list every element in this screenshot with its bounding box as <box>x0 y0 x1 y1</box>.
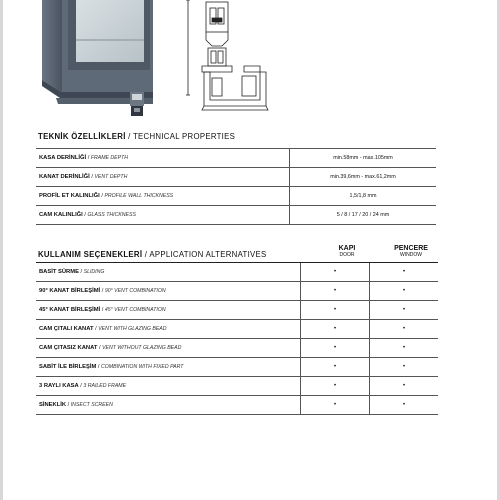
window-mark: • <box>370 282 439 301</box>
technical-title-tr: TEKNİK ÖZELLİKLERİ <box>38 132 126 141</box>
application-row <box>36 320 438 339</box>
application-label-en: 45° VENT COMBINATION <box>104 307 166 313</box>
window-render-image <box>38 0 158 118</box>
application-label-en: INSECT SCREEN <box>70 402 113 408</box>
technical-properties-title: TEKNİK ÖZELLİKLERİ / TECHNICAL PROPERTIES <box>38 132 236 141</box>
technical-title-en: TECHNICAL PROPERTIES <box>132 132 236 141</box>
technical-label-en: VENT DEPTH <box>94 174 128 180</box>
technical-properties-table <box>36 148 436 225</box>
technical-label-en: PROFILE WALL THICKNESS <box>104 193 174 199</box>
column-head-window <box>380 245 442 259</box>
technical-label-tr: KANAT DERİNLİĞİ <box>39 174 90 180</box>
door-mark: • <box>301 377 370 396</box>
application-title-tr: KULLANIM SEÇENEKLERİ <box>38 250 143 259</box>
application-label-en: 90° VENT COMBINATION <box>104 288 166 294</box>
door-mark: • <box>301 358 370 377</box>
technical-label-tr: PROFİL ET KALINLIĞI <box>39 193 100 199</box>
technical-row-label: CAM KALINLIĞI / GLASS THICKNESS <box>36 206 290 225</box>
application-row-label: 45° KANAT BİRLEŞİMİ / 45° VENT COMBINATION <box>36 301 301 320</box>
application-row <box>36 358 438 377</box>
application-label-tr: 3 RAYLI KASA <box>39 383 79 389</box>
technical-row-value: 1,5/1,8 mm <box>290 187 437 206</box>
technical-row-value: 5 / 8 / 17 / 20 / 24 mm <box>290 206 437 225</box>
technical-row-label: KANAT DERİNLİĞİ / VENT DEPTH <box>36 168 290 187</box>
application-label-en: 3 RAILED FRAME <box>83 383 127 389</box>
column-head-door <box>314 245 380 259</box>
application-label-tr: SİNEKLİK <box>39 402 67 408</box>
application-row-label: BASİT SÜRME / SLIDING <box>36 263 301 282</box>
window-mark: • <box>370 396 439 415</box>
technical-label-en: GLASS THICKNESS <box>87 212 136 218</box>
window-mark: • <box>370 263 439 282</box>
door-mark: • <box>301 396 370 415</box>
application-row-label: SİNEKLİK / INSECT SCREEN <box>36 396 301 415</box>
technical-row-value: min.58mm - max.105mm <box>290 149 437 168</box>
application-row-label: 90° KANAT BİRLEŞİMİ / 90° VENT COMBINATION <box>36 282 301 301</box>
application-row <box>36 377 438 396</box>
application-row <box>36 396 438 415</box>
application-row-label: CAM ÇITALI KANAT / VENT WITH GLAZING BEAD <box>36 320 301 339</box>
application-row <box>36 301 438 320</box>
application-label-en: SLIDING <box>83 269 105 275</box>
profile-section-drawing <box>182 0 277 115</box>
door-mark: • <box>301 282 370 301</box>
application-row-label: SABİT İLE BİRLEŞİM / COMBINATION WITH FIXED PART <box>36 358 301 377</box>
application-row <box>36 282 438 301</box>
technical-row-label: KASA DERİNLİĞİ / FRAME DEPTH <box>36 149 290 168</box>
application-row <box>36 263 438 282</box>
door-mark: • <box>301 320 370 339</box>
application-row-label: 3 RAYLI KASA / 3 RAILED FRAME <box>36 377 301 396</box>
application-label-en: VENT WITH GLAZING BEAD <box>98 326 167 332</box>
window-mark: • <box>370 320 439 339</box>
door-mark: • <box>301 301 370 320</box>
application-label-tr: 90° KANAT BİRLEŞİMİ <box>39 288 101 294</box>
door-mark: • <box>301 339 370 358</box>
application-label-en: VENT WITHOUT GLAZING BEAD <box>102 345 182 351</box>
page-edge-left <box>0 0 3 500</box>
technical-label-tr: CAM KALINLIĞI <box>39 212 83 218</box>
application-label-en: COMBINATION WITH FIXED PART <box>101 364 184 370</box>
application-label-tr: 45° KANAT BİRLEŞİMİ <box>39 307 101 313</box>
application-row-label: CAM ÇITASIZ KANAT / VENT WITHOUT GLAZING BEAD <box>36 339 301 358</box>
column-window-en: WINDOW <box>400 252 422 258</box>
window-mark: • <box>370 358 439 377</box>
column-window-tr: PENCERE <box>394 245 428 252</box>
application-alternatives-title: KULLANIM SEÇENEKLERİ / APPLICATION ALTERNATIVES <box>38 250 267 259</box>
column-door-tr: KAPI <box>338 245 356 252</box>
application-label-tr: CAM ÇITASIZ KANAT <box>39 345 98 351</box>
window-mark: • <box>370 339 439 358</box>
technical-row <box>36 168 436 187</box>
window-mark: • <box>370 377 439 396</box>
application-label-tr: SABİT İLE BİRLEŞİM <box>39 364 97 370</box>
application-row <box>36 339 438 358</box>
door-mark: • <box>301 263 370 282</box>
application-label-tr: BASİT SÜRME <box>39 269 79 275</box>
technical-row-label: PROFİL ET KALINLIĞI / PROFILE WALL THICKNESS <box>36 187 290 206</box>
technical-label-en: FRAME DEPTH <box>90 155 128 161</box>
technical-row <box>36 206 436 225</box>
column-door-en: DOOR <box>339 252 355 258</box>
application-label-tr: CAM ÇITALI KANAT <box>39 326 94 332</box>
application-alternatives-table <box>36 262 438 415</box>
technical-row <box>36 149 436 168</box>
application-title-en: APPLICATION ALTERNATIVES <box>149 250 267 259</box>
technical-label-tr: KASA DERİNLİĞİ <box>39 155 87 161</box>
technical-row <box>36 187 436 206</box>
technical-row-value: min.39,6mm - max.61,2mm <box>290 168 437 187</box>
window-mark: • <box>370 301 439 320</box>
